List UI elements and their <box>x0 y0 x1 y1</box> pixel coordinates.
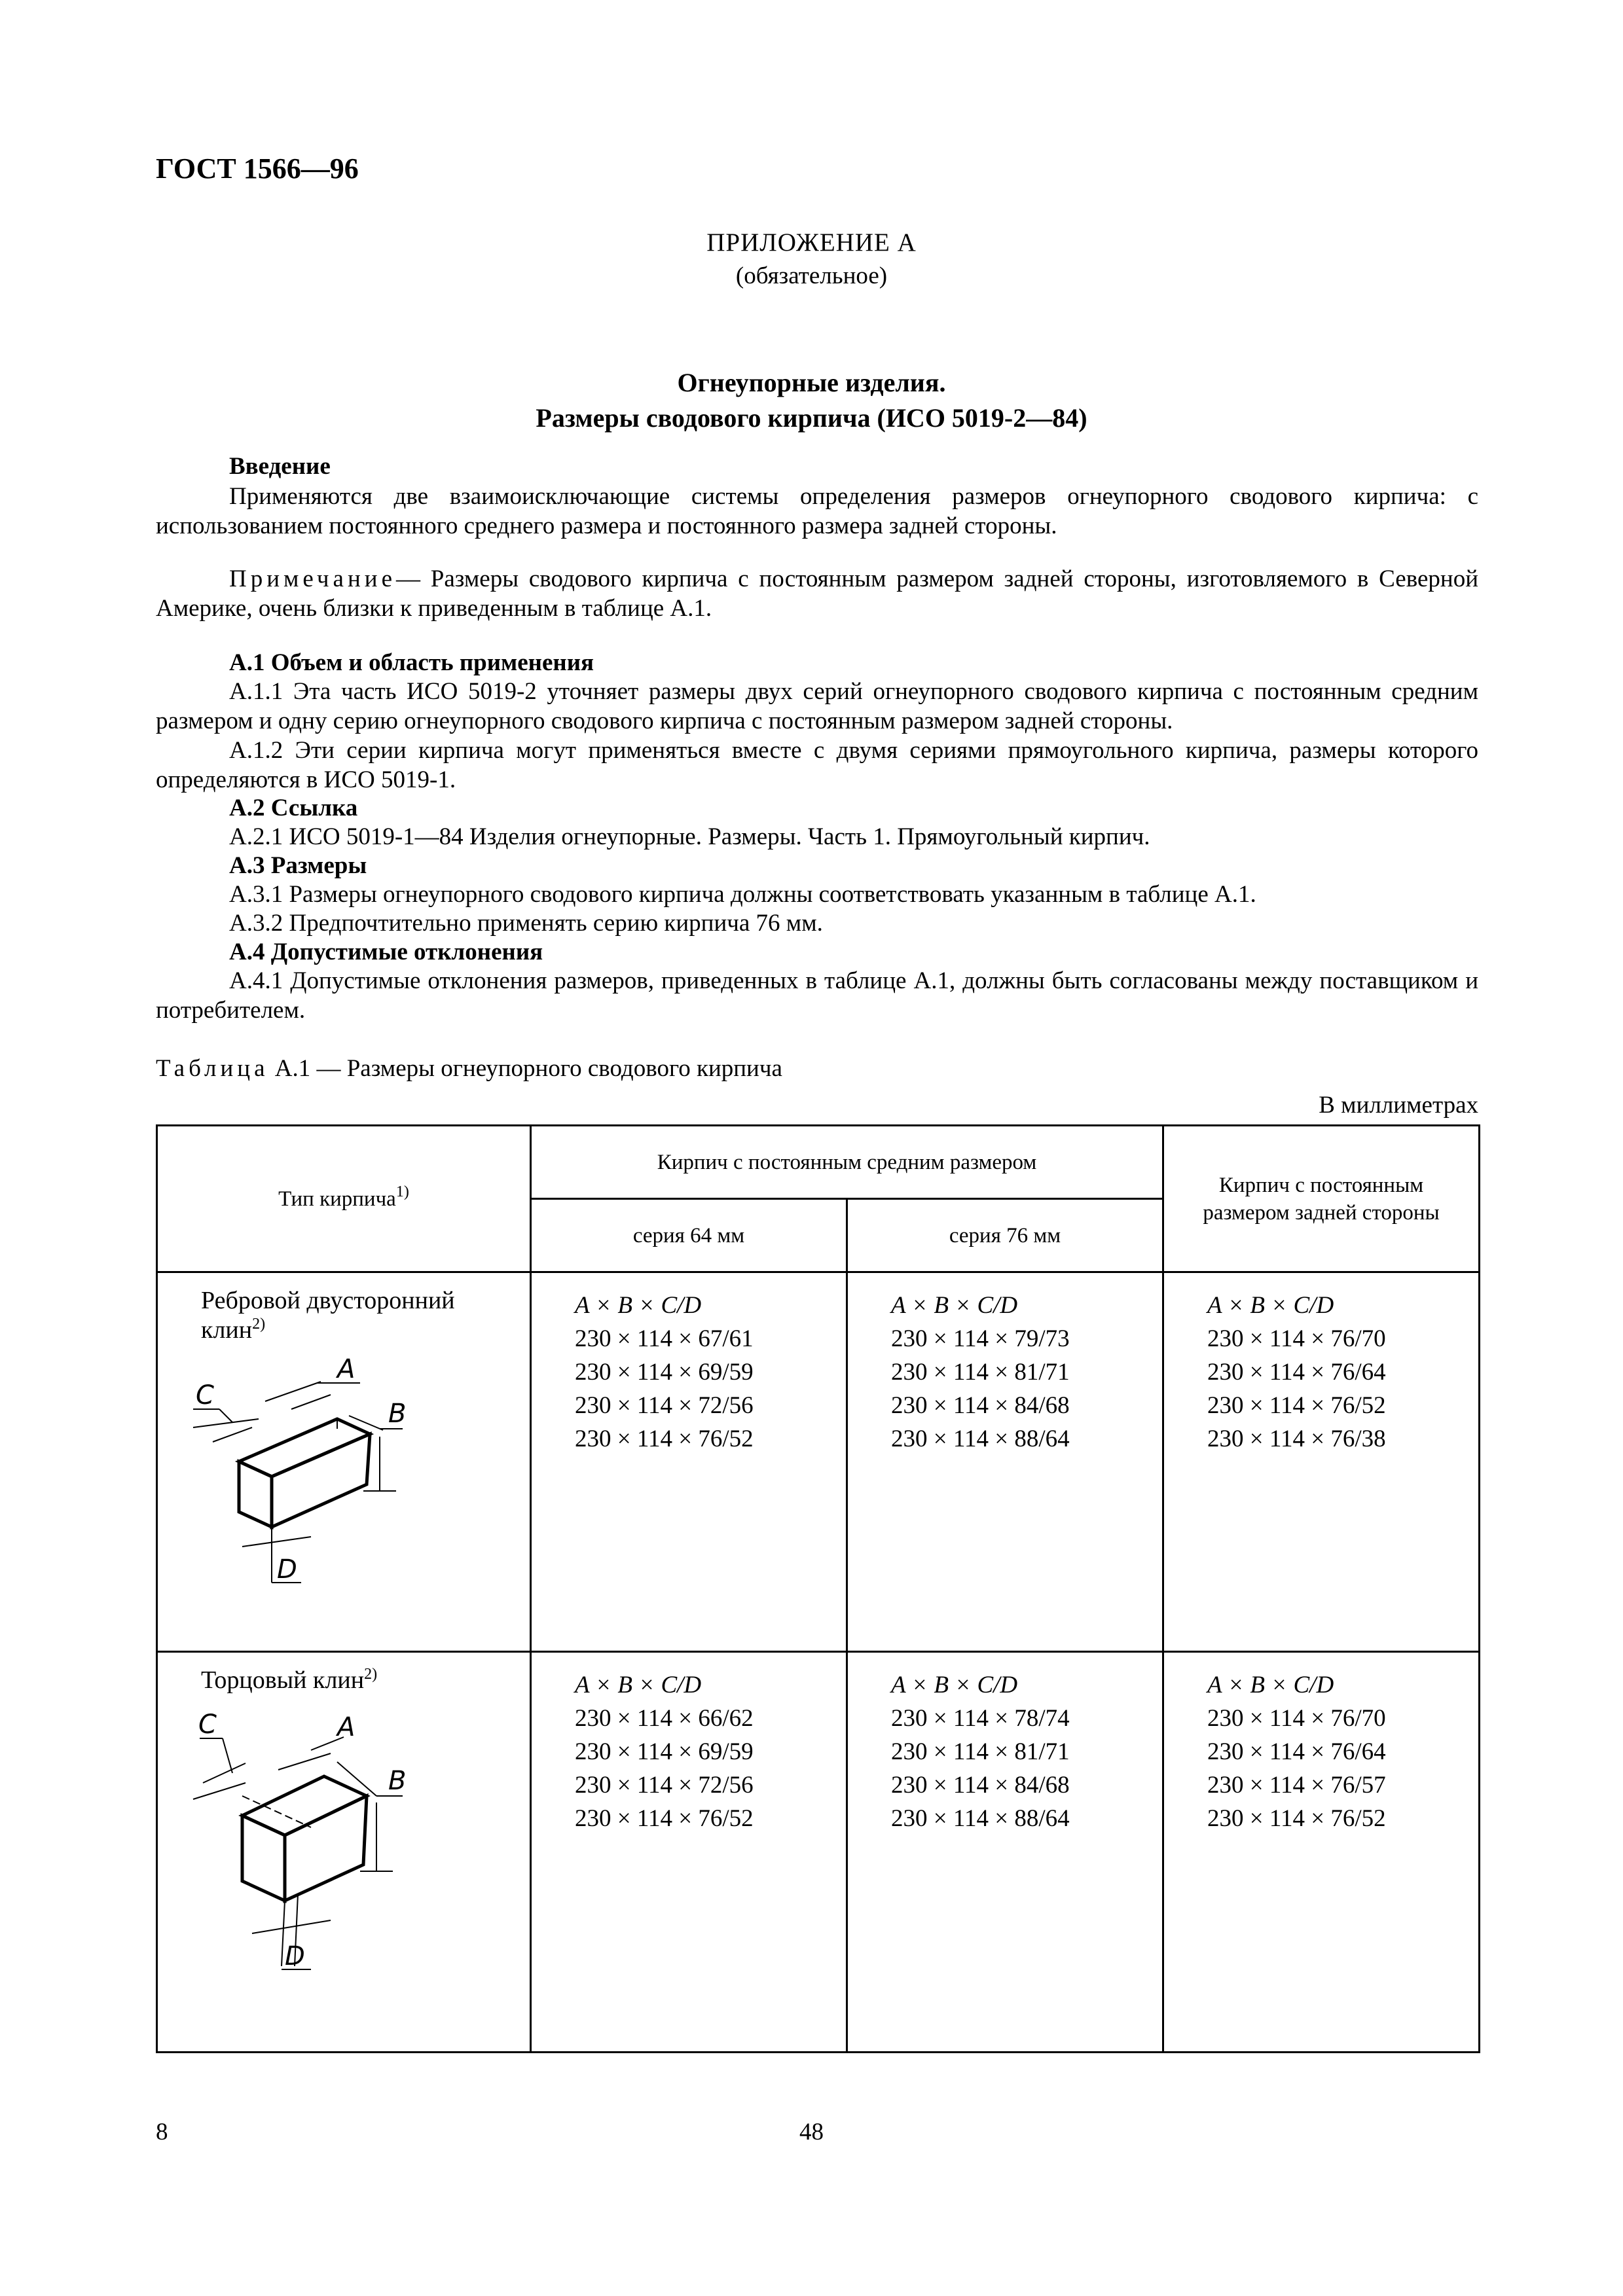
footer-left-page-number: 8 <box>156 2119 168 2145</box>
dimension-value: 230 × 114 × 88/64 <box>891 1426 1070 1452</box>
table-caption-label: Таблица <box>156 1055 269 1082</box>
formula-label: A × B × C/D <box>1207 1292 1334 1319</box>
table-caption <box>156 1054 1478 1083</box>
diagram-label-c: C <box>196 1380 214 1410</box>
dimension-value: 230 × 114 × 84/68 <box>891 1392 1070 1419</box>
dimension-value: 230 × 114 × 69/59 <box>575 1359 754 1386</box>
brick-type-cell: Ребровой двусторонний клин$^{2)}$ C A B D <box>157 1272 531 1652</box>
brick-type-label: Торцовый клин <box>201 1666 365 1694</box>
note-text: — Размеры сводового кирпича с постоянным размером задней стороны, изготовляемого в Северной Америке, очень близки к приведенным в таблице А.1. <box>156 565 1478 622</box>
dimension-value: 230 × 114 × 76/52 <box>1207 1805 1386 1832</box>
table-row <box>157 1652 1480 2053</box>
formula-label: A × B × C/D <box>891 1672 1018 1698</box>
section-a2-heading: А.2 Ссылка <box>229 795 358 821</box>
main-title-line1: Огнеупорные изделия. <box>677 368 946 397</box>
table-caption-text: А.1 — Размеры огнеупорного сводового кирпича <box>274 1055 782 1082</box>
diagram-label-d: D <box>285 1941 305 1971</box>
end-wedge-diagram <box>180 1704 468 1979</box>
diagram-label-d: D <box>277 1554 297 1585</box>
dimension-value: 230 × 114 × 76/57 <box>1207 1772 1386 1799</box>
dimension-value: 230 × 114 × 76/70 <box>1207 1705 1386 1732</box>
formula-label: A × B × C/D <box>575 1292 702 1319</box>
section-a4-heading: А.4 Допустимые отклонения <box>229 939 543 965</box>
diagram-label-b: B <box>388 1399 407 1429</box>
series-76-cell <box>847 1272 1163 1652</box>
dimension-value: 230 × 114 × 79/73 <box>891 1325 1070 1352</box>
header-series-76: серия 76 мм <box>847 1199 1163 1272</box>
diagram-label-a: A <box>337 1712 356 1742</box>
brick-dimensions-table <box>156 1124 1480 2053</box>
intro-note <box>156 564 1478 623</box>
header-series-64: серия 64 мм <box>531 1199 847 1272</box>
series-64-cell <box>531 1652 847 2053</box>
appendix-type: (обязательное) <box>735 262 888 289</box>
section-a4-1: А.4.1 Допустимые отклонения размеров, приведенных в таблице А.1, должны быть согласованы между поставщиком и потребителем. <box>156 967 1478 1024</box>
brick-type-label: Ребровой двусторонний клин <box>201 1287 455 1344</box>
header-constant-back: Кирпич с постоянным размером задней стороны <box>1163 1126 1480 1272</box>
diagram-label-c: C <box>198 1710 217 1740</box>
dimension-value: 230 × 114 × 78/74 <box>891 1705 1070 1732</box>
appendix-title: ПРИЛОЖЕНИЕ А <box>706 228 917 257</box>
dimension-value: 230 × 114 × 66/62 <box>575 1705 754 1732</box>
intro-heading: Введение <box>229 453 331 480</box>
section-a1-heading: А.1 Объем и область применения <box>229 649 594 676</box>
edge-wedge-diagram <box>180 1357 468 1586</box>
section-a1-2: А.1.2 Эти серии кирпича могут применяться вместе с двумя сериями прямоугольного кирпича, размеры которого определяются в ИСО 5019-1. <box>156 737 1478 793</box>
dimension-value: 230 × 114 × 76/64 <box>1207 1359 1386 1386</box>
dimension-value: 230 × 114 × 88/64 <box>891 1805 1070 1832</box>
formula-label: A × B × C/D <box>1207 1672 1334 1698</box>
section-a3-heading: А.3 Размеры <box>229 852 367 879</box>
document-code: ГОСТ 1566—96 <box>156 152 359 185</box>
section-a3-2: А.3.2 Предпочтительно применять серию кирпича 76 мм. <box>229 910 823 937</box>
formula-label: A × B × C/D <box>575 1672 702 1698</box>
section-a3-1: А.3.1 Размеры огнеупорного сводового кирпича должны соответствовать указанным в таблице А.1. <box>229 881 1256 908</box>
dimension-value: 230 × 114 × 81/71 <box>891 1359 1070 1386</box>
section-a2-1: А.2.1 ИСО 5019-1—84 Изделия огнеупорные. Размеры. Часть 1. Прямоугольный кирпич. <box>229 823 1150 850</box>
dimension-value: 230 × 114 × 76/70 <box>1207 1325 1386 1352</box>
dimension-value: 230 × 114 × 69/59 <box>575 1738 754 1765</box>
diagram-label-a: A <box>337 1357 356 1384</box>
header-constant-mid: Кирпич с постоянным средним размером <box>531 1126 1163 1199</box>
footer-center-page-number: 48 <box>799 2119 824 2145</box>
dimension-value: 230 × 114 × 67/61 <box>575 1325 754 1352</box>
dimension-value: 230 × 114 × 72/56 <box>575 1772 754 1799</box>
dimension-value: 230 × 114 × 76/38 <box>1207 1426 1386 1452</box>
dimension-value: 230 × 114 × 76/52 <box>1207 1392 1386 1419</box>
section-a1-1: А.1.1 Эта часть ИСО 5019-2 уточняет размеры двух серий огнеупорного сводового кирпича с постоянным средним размером и одну серию огнеупорного сводового кирпича с постоянным размером задней стороны. <box>156 678 1478 734</box>
main-title-line2: Размеры сводового кирпича (ИСО 5019-2—84) <box>536 403 1087 433</box>
note-label: Примечание <box>229 565 396 592</box>
dimension-value: 230 × 114 × 76/52 <box>575 1426 754 1452</box>
constant-back-cell <box>1163 1272 1480 1652</box>
dimension-value: 230 × 114 × 84/68 <box>891 1772 1070 1799</box>
formula-label: A × B × C/D <box>891 1292 1018 1319</box>
series-64-cell <box>531 1272 847 1652</box>
dimension-value: 230 × 114 × 76/64 <box>1207 1738 1386 1765</box>
table-row <box>157 1272 1480 1652</box>
dimension-value: 230 × 114 × 72/56 <box>575 1392 754 1419</box>
brick-type-cell: Торцовый клин$^{2)}$ C A B D <box>157 1652 531 2053</box>
intro-paragraph: Применяются две взаимоисключающие системы определения размеров огнеупорного сводового кирпича: с использованием постоянного среднего размера и постоянного размера задней стороны. <box>156 483 1478 539</box>
dimension-value: 230 × 114 × 81/71 <box>891 1738 1070 1765</box>
table-units: В миллиметрах <box>1319 1092 1478 1119</box>
header-brick-type: Тип кирпича$^{1)}$ <box>157 1126 531 1272</box>
constant-back-cell <box>1163 1652 1480 2053</box>
dimension-value: 230 × 114 × 76/52 <box>575 1805 754 1832</box>
diagram-label-b: B <box>388 1766 407 1796</box>
main-title <box>0 365 1623 436</box>
series-76-cell <box>847 1652 1163 2053</box>
